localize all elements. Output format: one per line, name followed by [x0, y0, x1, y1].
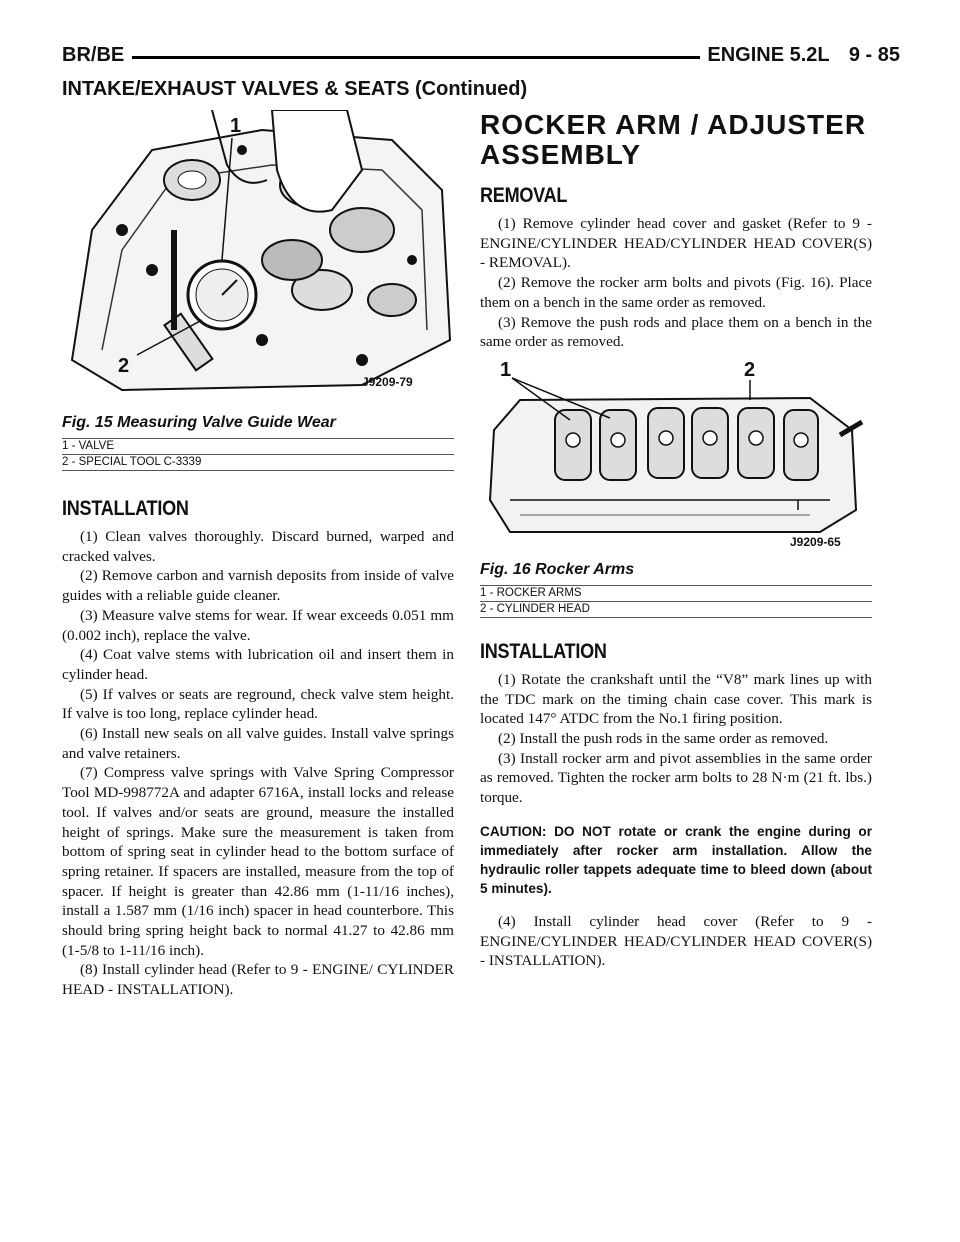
removal-heading: REMOVAL [480, 184, 568, 207]
figure-16 [480, 360, 872, 618]
fig16-legend-item-1: 1 - ROCKER ARMS [480, 585, 872, 601]
installation-heading-right: INSTALLATION [480, 639, 607, 663]
section-title [480, 110, 872, 170]
install-step-2: (2) Remove carbon and varnish deposits from inside of valve guides with a reliable guide cleaner. [62, 567, 454, 605]
fig16-legend [480, 585, 872, 618]
caution-note: CAUTION: DO NOT rotate or crank the engine during or immediately after rocker arm installation. Allow the hydraulic roller tappets adequate time to bleed down (about 5 minutes). [480, 823, 872, 896]
fig16-callout-1: 1 [500, 359, 512, 381]
rocker-install-step-4: (4) Install cylinder head cover (Refer to 9 - ENGINE/CYLINDER HEAD/CYLINDER HEAD COVER(S) - INSTALLATION). [480, 912, 872, 970]
model-code: BR/BE [62, 44, 125, 66]
fig15-caption: Fig. 15 Measuring Valve Guide Wear [62, 414, 336, 431]
right-column [480, 110, 872, 971]
removal-step-2: (2) Remove the rocker arm bolts and pivots (Fig. 16). Place them on a bench in the same order as removed. [480, 274, 872, 311]
header-rule [132, 56, 700, 59]
removal-step-1: (1) Remove cylinder head cover and gasket (Refer to 9 - ENGINE/CYLINDER HEAD/CYLINDER HEAD COVER(S) - REMOVAL). [480, 215, 872, 272]
section-title-line-1: ROCKER ARM / ADJUSTER [480, 109, 867, 140]
install-step-1: (1) Clean valves thoroughly. Discard burned, warped and cracked valves. [62, 528, 454, 565]
fig15-callout-2: 2 [118, 355, 130, 377]
rocker-install-step-1: (1) Rotate the crankshaft until the “V8” mark lines up with the TDC mark on the timing chain case cover. This mark is located 147° ATDC from the No.1 firing position. [480, 670, 872, 728]
header-right [693, 44, 900, 67]
rocker-install-step-2: (2) Install the push rods in the same order as removed. [498, 730, 829, 748]
rocker-install-step-3: (3) Install rocker arm and pivot assemblies in the same order as removed. Tighten the rocker arm bolts to 28 N·m (21 ft. lbs.) torque. [480, 749, 872, 807]
install-step-7: (7) Compress valve springs with Valve Spring Compressor Tool MD-998772A and adapter 6716A, install locks and release tool. If valves and/or seats are ground, measure the installed height of springs. Make sure the measurement is taken from bottom of spring seat in cylinder head to the bottom surface of spring retainer. If spacers are installed, measure from the top of spacer. If height is greater than 42.86 mm (1-11/16 inches), install a 1.587 mm (1/16 inch) spacer in head counterbore. This should bring spring height back to normal 41.27 to 42.86 mm (1-5/8 to 1-11/16 inch). [62, 764, 454, 959]
install-step-6: (6) Install new seals on all valve guides. Install valve springs and valve retainers. [62, 725, 454, 762]
fig15-callout-1: 1 [230, 115, 242, 137]
install-step-5: (5) If valves or seats are reground, check valve stem height. If valve is too long, replace cylinder head. [62, 685, 454, 723]
figure-15 [62, 110, 454, 471]
page-number: 9 - 85 [848, 44, 900, 66]
fig16-image-label: J9209-65 [790, 534, 841, 549]
install-step-4: (4) Coat valve stems with lubrication oil and insert them in cylinder head. [62, 646, 454, 683]
removal-step-3: (3) Remove the push rods and place them on a bench in the same order as removed. [480, 313, 872, 351]
fig16-legend-item-2: 2 - CYLINDER HEAD [480, 601, 872, 618]
engine-label: ENGINE 5.2L [707, 44, 830, 66]
valve-guide-illustration [62, 110, 454, 405]
fig16-caption: Fig. 16 Rocker Arms [480, 560, 635, 578]
fig16-callout-2: 2 [744, 359, 756, 381]
install-step-8: (8) Install cylinder head (Refer to 9 - ENGINE/ CYLINDER HEAD - INSTALLATION). [62, 961, 454, 999]
section-continued-title: INTAKE/EXHAUST VALVES & SEATS (Continued) [62, 78, 528, 100]
fig15-legend [62, 438, 454, 471]
fig15-legend-item-2: 2 - SPECIAL TOOL C-3339 [62, 454, 454, 471]
page-header [62, 44, 900, 70]
fig15-image-label: J9209-79 [362, 375, 413, 389]
left-column [62, 110, 454, 1000]
installation-heading-left: INSTALLATION [62, 497, 189, 520]
rocker-arms-illustration [480, 360, 872, 552]
install-step-3: (3) Measure valve stems for wear. If wear exceeds 0.051 mm (0.002 inch), replace the valve. [62, 606, 454, 644]
section-title-line-2: ASSEMBLY [480, 139, 642, 170]
fig15-legend-item-1: 1 - VALVE [62, 438, 454, 454]
